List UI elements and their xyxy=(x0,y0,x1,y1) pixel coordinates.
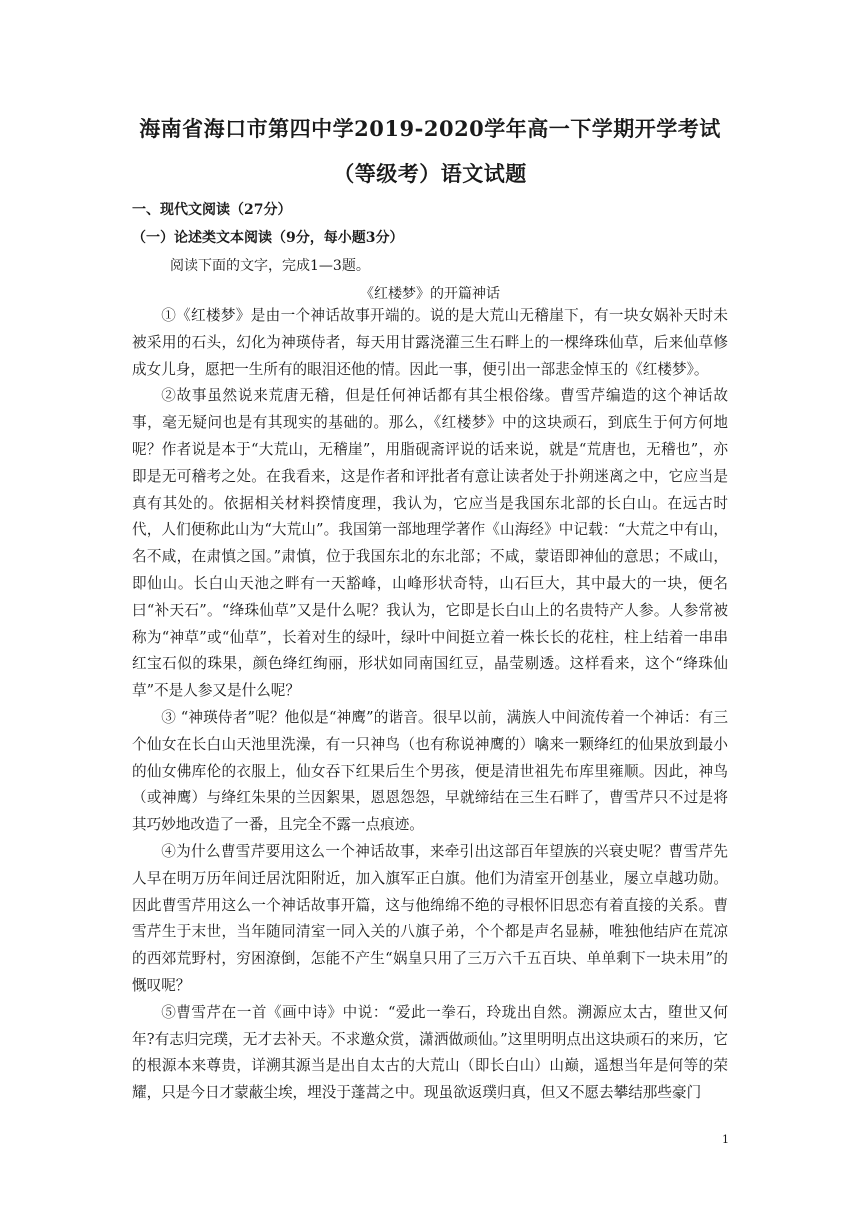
document-title-line1: 海南省海口市第四中学2019-2020学年高一下学期开学考试 xyxy=(139,116,721,141)
reading-instruction: 阅读下面的文字，完成1—3题。 xyxy=(170,258,370,274)
section-heading: 一、现代文阅读（27分） xyxy=(132,202,292,218)
paragraph-5: ⑤曹雪芹在一首《画中诗》中说：“爱此一拳石，玲珑出自然。溯源应太古，堕世又何年?有志归完璞，无才去补天。不求邀众赏，潇洒做顽仙。”这里明明点出这块顽石的来历，它的根源本来尊贵，详溯其源当是出自太古的大荒山（即长白山）山巅，遥想当年是何等的荣耀，只是今日才蒙蔽尘埃，埋没于蓬蒿之中。现虽欲返璞归真，但又不愿去攀结那些豪门 xyxy=(132,1003,728,1102)
page-number: 1 xyxy=(722,1133,729,1146)
article-title: 《红楼梦》的开篇神话 xyxy=(360,286,500,302)
subsection-heading: （一）论述类文本阅读（9分，每小题3分） xyxy=(132,230,404,246)
paragraph-2: ②故事虽然说来荒唐无稽，但是任何神话都有其尘根俗缘。曹雪芹编造的这个神话故事，毫无疑问也是有其现实的基础的。那么，《红楼梦》中的这块顽石，到底生于何方何地呢？作者说是本于“大荒山，无稽崖”，用脂砚斋评说的话来说，就是“荒唐也，无稽也”，亦即是无可稽考之处。在我看来，这是作者和评批者有意让读者处于扑朔迷离之中，它应当是真有其处的。依据相关材料揆情度理，我认为，它应当是我国东北部的长白山。在远古时代，人们便称此山为“大荒山”。我国第一部地理学著作《山海经》中记载：“大荒之中有山，名不咸，在肃慎之国。”肃慎，位于我国东北的东北部；不咸，蒙语即神仙的意思；不咸山，即仙山。长白山天池之畔有一天豁峰，山峰形状奇特，山石巨大，其中最大的一块，便名曰“补天石”。“绛珠仙草”又是什么呢？我认为，它即是长白山上的名贵特产人参。人参常被称为“神草”或“仙草”，长着对生的绿叶，绿叶中间挺立着一株长长的花柱，柱上结着一串串红宝石似的珠果，颜色绛红绚丽，形状如同南国红豆，晶莹剔透。这样看来，这个“绛珠仙草”不是人参又是什么呢？ xyxy=(132,387,728,700)
paragraph-4: ④为什么曹雪芹要用这么一个神话故事，来牵引出这部百年望族的兴衰史呢？曹雪芹先人早在明万历年间迁居沈阳附近，加入旗军正白旗。他们为清室开创基业，屡立卓越功勋。因此曹雪芹用这么一个神话故事开篇，这与他绵绵不绝的寻根怀旧思恋有着直接的关系。曹雪芹生于末世，当年随同清室一同入关的八旗子弟，个个都是声名显赫，唯独他结庐在荒凉的西郊荒野村，穷困潦倒，怎能不产生“娲皇只用了三万六千五百块、单单剩下一块未用”的慨叹呢？ xyxy=(132,842,728,994)
paragraph-1: ①《红楼梦》是由一个神话故事开端的。说的是大荒山无稽崖下，有一块女娲补天时未被采用的石头，幻化为神瑛侍者，每天用甘露浇灌三生石畔上的一棵绛珠仙草，后来仙草修成女儿身，愿把一生所有的眼泪还他的情。因此一事，便引出一部悲金悼玉的《红楼梦》。 xyxy=(132,307,728,378)
paragraph-3: ③ “神瑛侍者”呢？他似是“神鹰”的谐音。很早以前，满族人中间流传着一个神话：有三个仙女在长白山天池里洗澡，有一只神鸟（也有称说神鹰的）噙来一颗绛红的仙果放到最小的仙女佛库伦的衣服上，仙女吞下红果后生个男孩，便是清世祖先布库里雍顺。因此，神鸟（或神鹰）与绛红朱果的兰因絮果，恩恩怨怨，早就缔结在三生石畔了，曹雪芹只不过是将其巧妙地改造了一番，且完全不露一点痕迹。 xyxy=(132,708,728,834)
article-body xyxy=(132,303,728,1107)
document-title-line2: （等级考）语文试题 xyxy=(333,161,527,186)
